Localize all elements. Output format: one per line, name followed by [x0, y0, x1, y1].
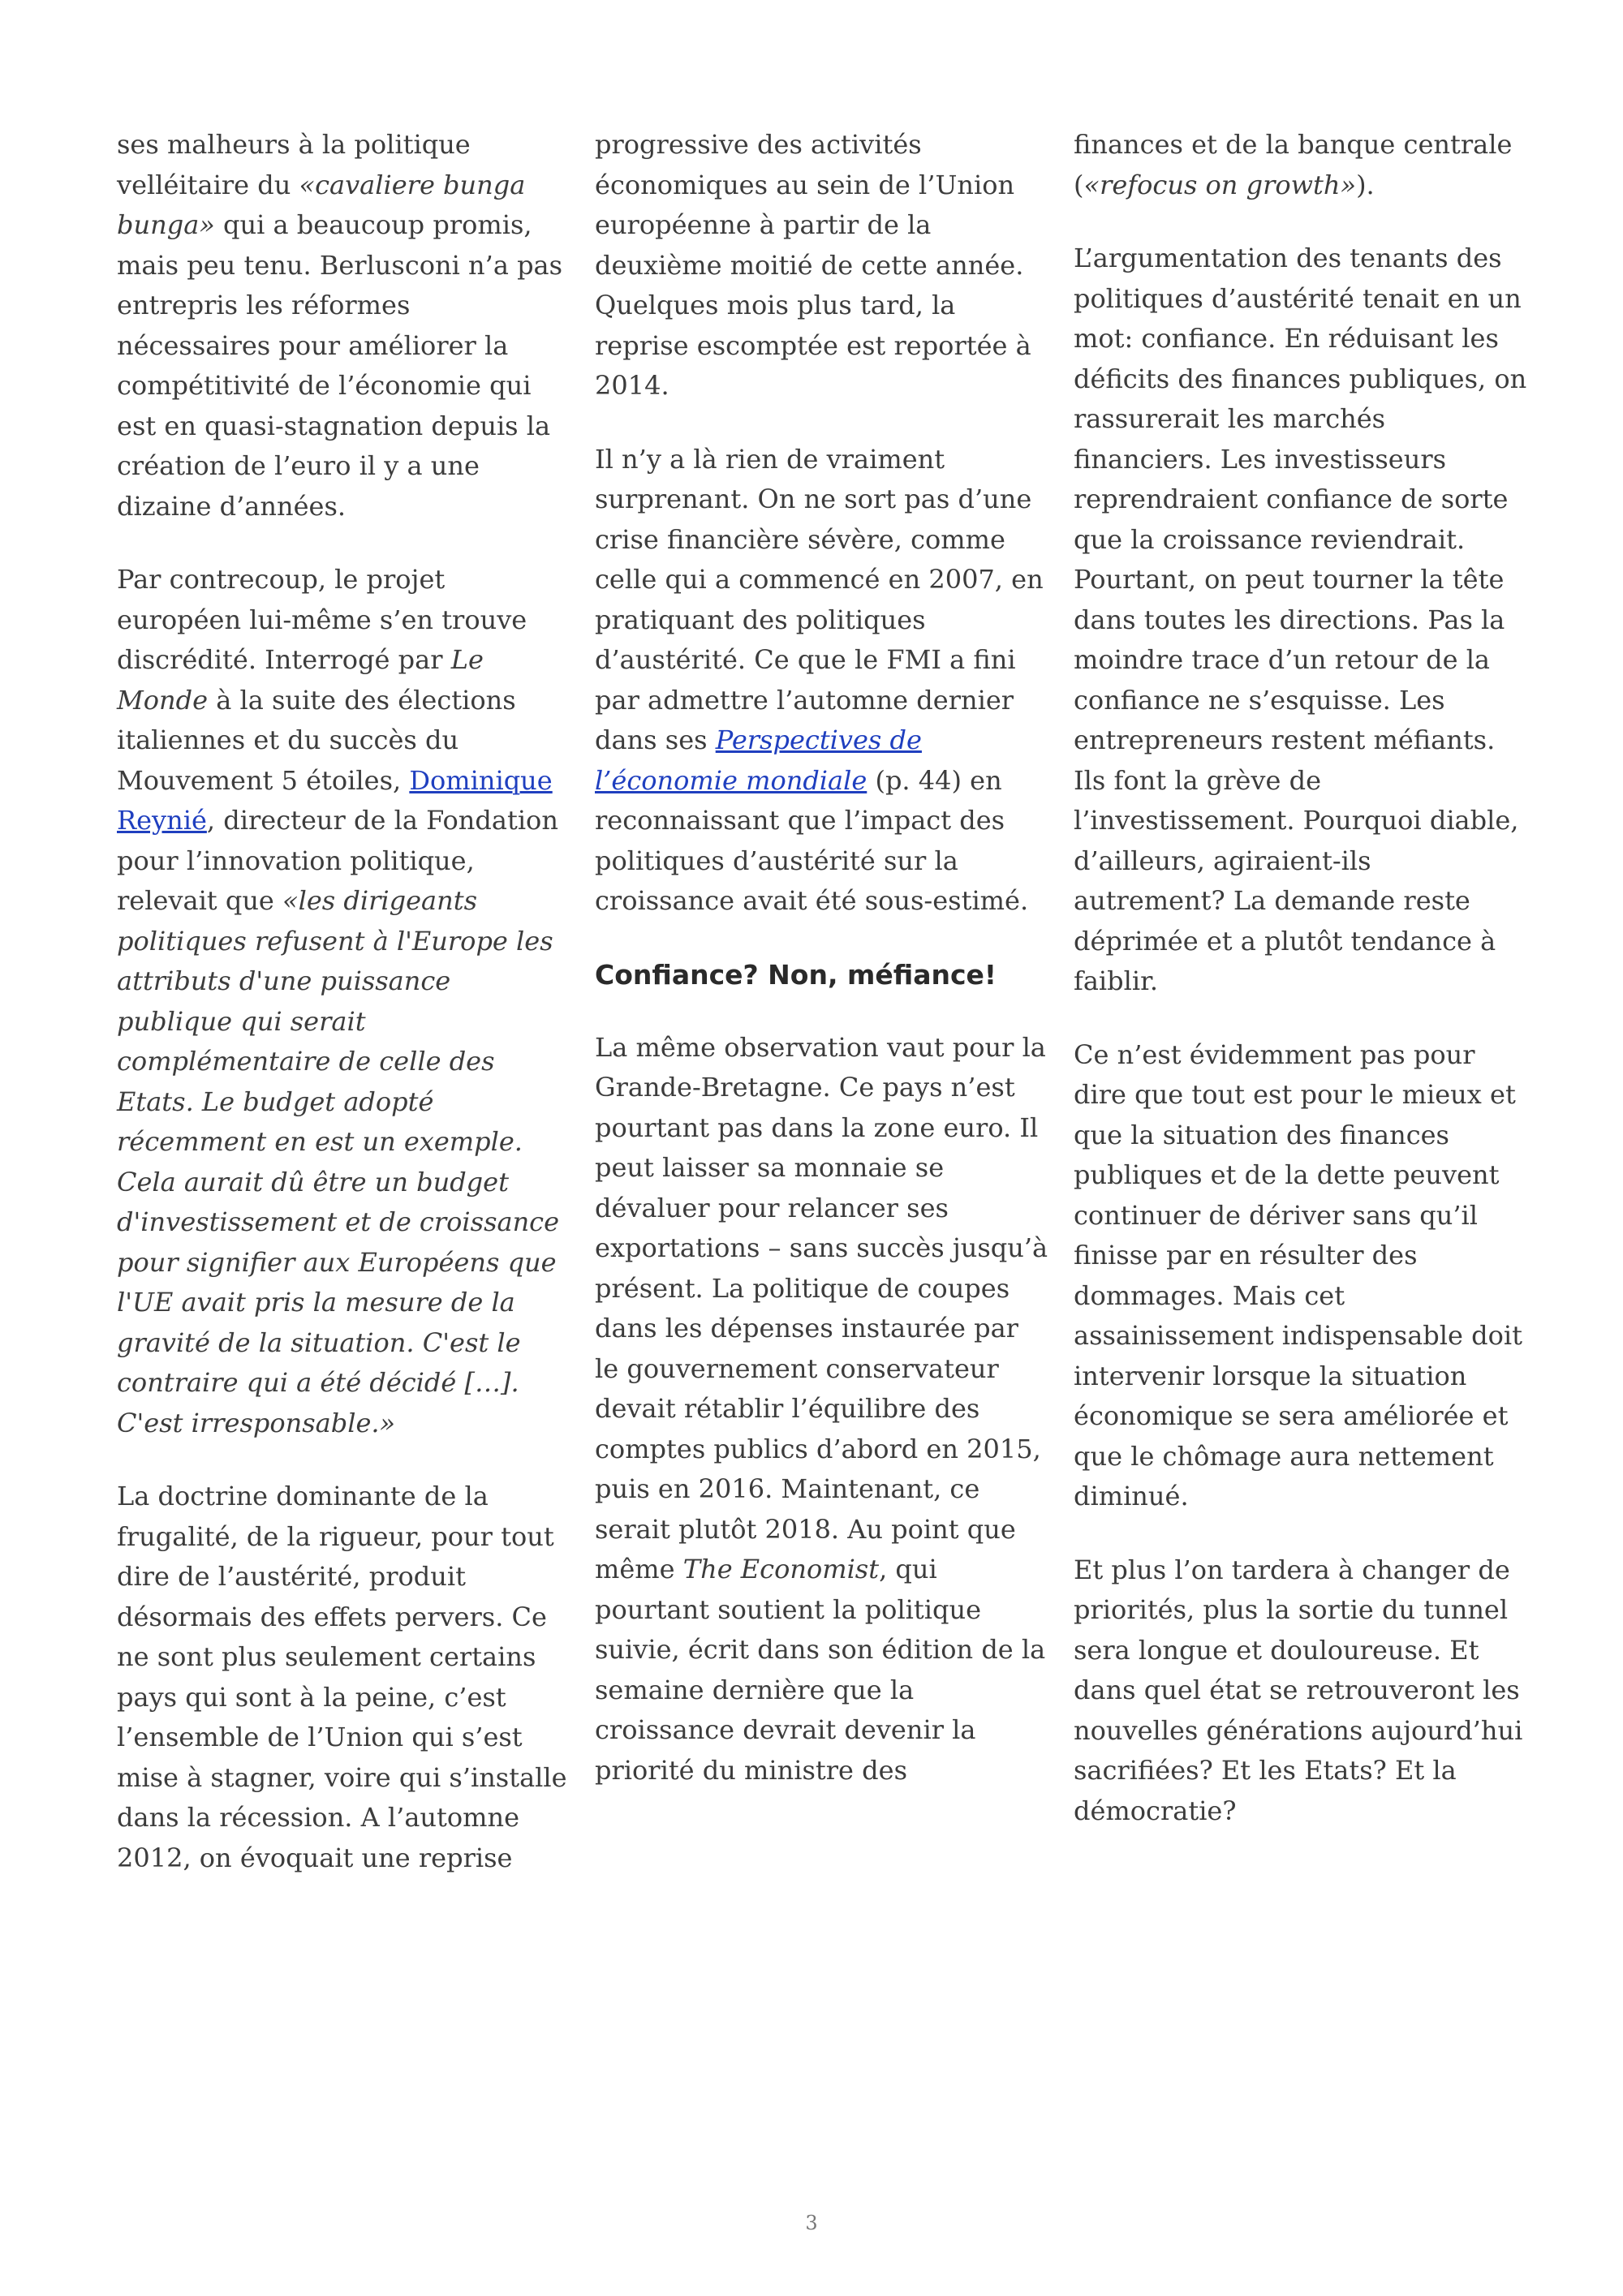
link-dominique-reynie[interactable]: Dominique Reynié — [117, 764, 553, 836]
page-number: 3 — [805, 2212, 818, 2234]
column-3 — [1074, 125, 1528, 1864]
section-heading: Confiance? Non, méfiance! — [595, 958, 997, 991]
paragraph: La même observation vaut pour la Grande-Bretagne. Ce pays n’est pourtant pas dans la zone euro. Il peut laisser sa monnaie se dévaluer pour relancer ses exportations – sans succès jusqu’à présent. La politique de coupes dans les dépenses instaurée par le gouvernement conservateur devait rétablir l’équilibre des comptes publics d’abord en 2015, puis en 2016. Maintenant, ce serait plutôt 2018. Au point que même The Economist, qui pourtant soutient la politique suivie, écrit dans son édition de la semaine dernière que la croissance devrait devenir la priorité du ministre des — [595, 1031, 1048, 1786]
italic-quote: «refocus on growth» — [1083, 169, 1357, 200]
paragraph: ses malheurs à la politique velléitaire du «cavaliere bunga bunga» qui a beaucoup promis, mais peu tenu. Berlusconi n’a pas entrepris les réformes nécessaires pour améliorer la compétitivité de l’économie qui est en quasi-stagnation depuis la création de l’euro il y a une dizaine d’années. — [117, 129, 563, 522]
publication-title: The Economist — [682, 1554, 880, 1584]
column-1 — [117, 125, 571, 1911]
paragraph: progressive des activités économiques au sein de l’Union européenne à partir de la deuxième moitié de cette année. Quelques mois plus tard, la reprise escomptée est reportée à 2014. — [595, 129, 1031, 401]
publication-title: Le Monde — [117, 644, 484, 716]
paragraph: Et plus l’on tardera à changer de priorités, plus la sortie du tunnel sera longue et douloureuse. Et dans quel état se retrouveront les nouvelles générations aujourd’hui sacrifiées? Et les Etats? Et la démocratie? — [1074, 1554, 1523, 1826]
paragraph: finances et de la banque centrale («refocus on growth»). — [1074, 129, 1513, 200]
paragraph: Par contrecoup, le projet européen lui-même s’en trouve discrédité. Interrogé par Le Monde à la suite des élections italiennes et du succès du Mouvement 5 étoiles, Dominique Reynié, directeur de la Fondation pour l’innovation politique, relevait que «les dirigeants politiques refusent à l'Europe les attributs d'une puissance publique qui serait complémentaire de celle des Etats. Le budget adopté récemment en est un exemple. Cela aurait dû être un budget d'investissement et de croissance pour signifier aux Européens que l'UE avait pris la mesure de la gravité de la situation. C'est le contraire qui a été décidé […]. C'est irresponsable.» — [117, 564, 560, 1438]
italic-quote: «cavaliere bunga bunga» — [117, 169, 526, 240]
paragraph: Il n’y a là rien de vraiment surprenant. On ne sort pas d’une crise financière sévère, comme celle qui a commencé en 2007, en pratiquant des politiques d’austérité. Ce que le FMI a fini par admettre l’automne dernier dans ses Perspectives de l’économie mondiale (p. 44) en reconnaissant que l’impact des politiques d’austérité sur la croissance avait été sous-estimé. — [595, 443, 1044, 916]
paragraph: Ce n’est évidemment pas pour dire que tout est pour le mieux et que la situation des finances publiques et de la dette peuvent continuer de dériver sans qu’il finisse par en résulter des dommages. Mais cet assainissement indispensable doit intervenir lorsque la situation économique se sera améliorée et que le chômage aura nettement diminué. — [1074, 1038, 1522, 1511]
link-perspectives-economie-mondiale[interactable]: Perspectives de l’économie mondiale — [595, 724, 922, 796]
paragraph: La doctrine dominante de la frugalité, de la rigueur, pour tout dire de l’austérité, produit désormais des effets pervers. Ce ne sont plus seulement certains pays qui sont à la peine, c’est l’ensemble de l’Union qui s’est mise à stagner, voire qui s’installe dans la récession. A l’automne 2012, on évoquait une reprise — [117, 1481, 567, 1873]
paragraph: L’argumentation des tenants des politiques d’austérité tenait en un mot: confiance. En réduisant les déficits des finances publiques, on rassurerait les marchés financiers. Les investisseurs reprendraient confiance de sorte que la croissance reviendrait. Pourtant, on peut tourner la tête dans toutes les directions. Pas la moindre trace d’un retour de la confiance ne s’esquisse. Les entrepreneurs restent méfiants. Ils font la grève de l’investissement. Pourquoi diable, d’ailleurs, agiraient-ils autrement? La demande reste déprimée et a plutôt tendance à faiblir. — [1074, 243, 1527, 996]
column-2 — [595, 125, 1049, 1824]
italic-quote: «les dirigeants politiques refusent à l'Europe les attributs d'une puissance publique qui serait complémentaire de celle des Etats. Le budget adopté récemment en est un exemple. Cela aurait dû être un budget d'investissement et de croissance pour signifier aux Européens que l'UE avait pris la mesure de la gravité de la situation. C'est le contraire qui a été décidé […]. C'est irresponsable.» — [117, 885, 560, 1438]
